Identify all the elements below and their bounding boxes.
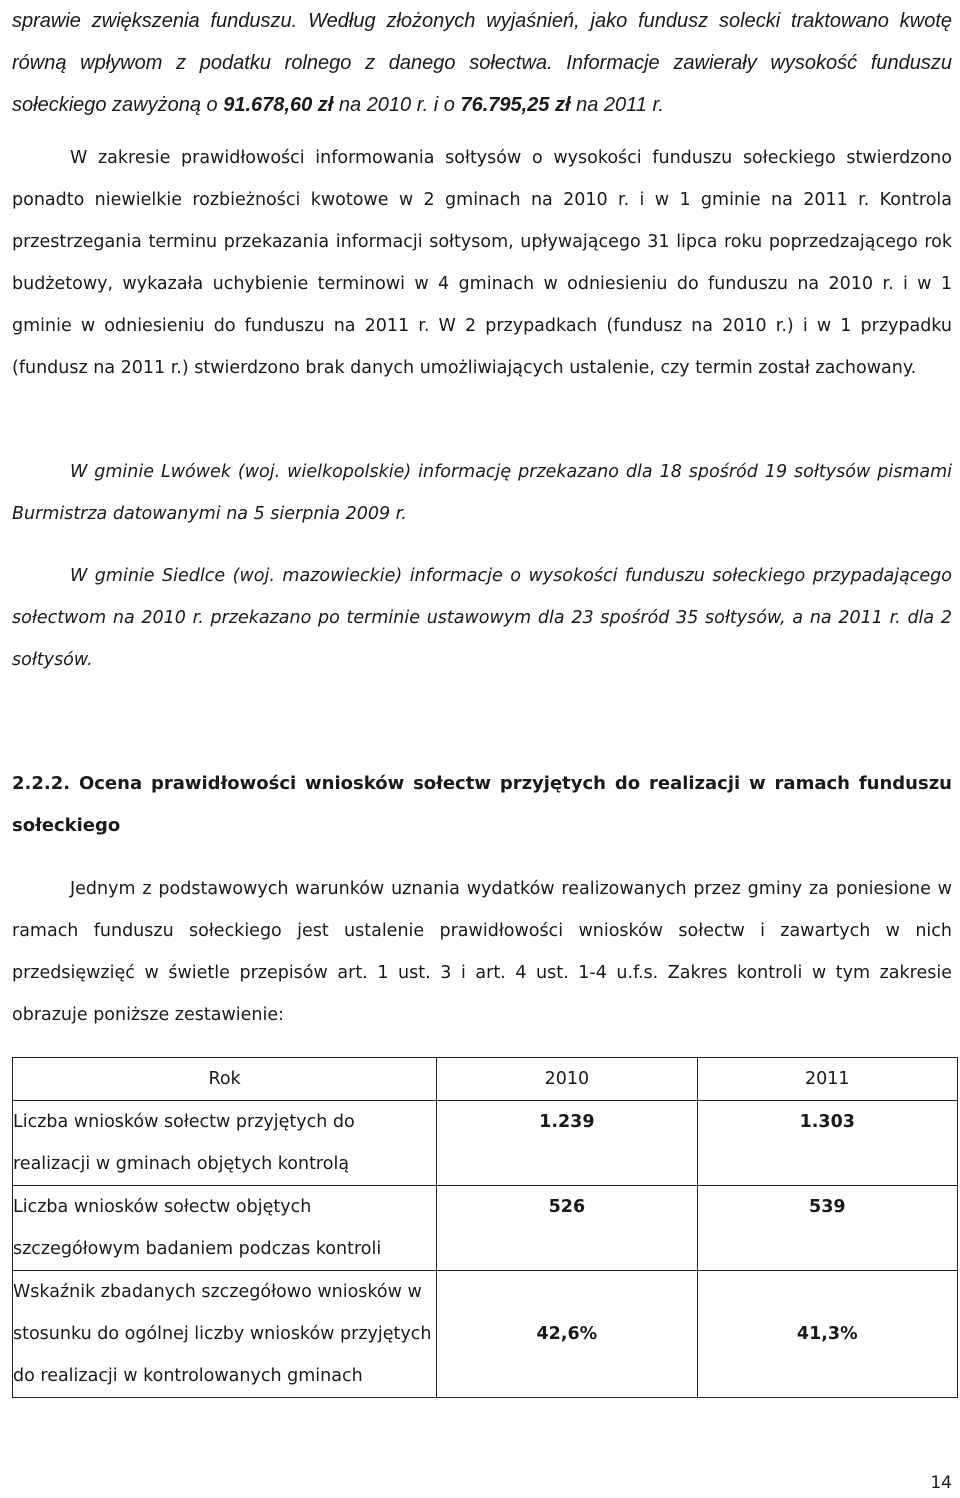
table-header-row [13, 1058, 958, 1101]
table-cell-2011: 1.303 [697, 1101, 957, 1186]
paragraph-assessment-intro: Jednym z podstawowych warunków uznania wydatków realizowanych przez gminy za poniesione w ramach funduszu sołeckiego jest ustalenie prawidłowości wniosków sołectw i zawartych w nich przedsięwzięć w świetle przepisów art. 1 ust. 3 i art. 4 ust. 1-4 u.f.s. Zakres kontroli w tym zakresie obrazuje poniższe zestawienie: [12, 879, 952, 1025]
table-cell-2010: 1.239 [437, 1101, 697, 1186]
section-title: Ocena prawidłowości wniosków sołectw przyjętych do realizacji w ramach funduszu sołeckiego [12, 773, 952, 836]
table-row [13, 1101, 958, 1186]
table-header-2010: 2010 [437, 1058, 697, 1101]
paragraph-sołtys-information: W zakresie prawidłowości informowania sołtysów o wysokości funduszu sołeckiego stwierdzono ponadto niewielkie rozbieżności kwotowe w 2 gminach na 2010 r. i w 1 gminie na 2011 r. Kontrola przestrzegania terminu przekazania informacji sołtysom, upływającego 31 lipca roku poprzedzającego rok budżetowy, wykazała uchybienie terminowi w 4 gminach w odniesieniu do funduszu na 2010 r. i w 1 gminie w odniesieniu do funduszu na 2011 r. W 2 przypadkach (fundusz na 2010 r.) i w 1 przypadku (fundusz na 2011 r.) stwierdzono brak danych umożliwiających ustalenie, czy termin został zachowany. [12, 148, 952, 378]
table-row-label: Liczba wniosków sołectw przyjętych do realizacji w gminach objętych kontrolą [13, 1101, 437, 1186]
table-cell-2011: 539 [697, 1186, 957, 1271]
section-number: 2.2.2. [12, 773, 71, 794]
table-row-label: Wskaźnik zbadanych szczegółowo wniosków w stosunku do ogólnej liczby wniosków przyjętych do realizacji w kontrolowanych gminach [13, 1271, 437, 1398]
table-cell-2010: 526 [437, 1186, 697, 1271]
table-row [13, 1271, 958, 1398]
table-cell-2010: 42,6% [437, 1271, 697, 1398]
table-row-label: Liczba wniosków sołectw objętych szczegółowym badaniem podczas kontroli [13, 1186, 437, 1271]
paragraph-text: na 2011 r. [570, 94, 664, 116]
section-heading [12, 763, 952, 847]
paragraph-text: sprawie zwiększenia funduszu. Według złożonych wyjaśnień, jako fundusz solecki traktowano kwotę równą wpływom z podatku rolnego z danego sołectwa. Informacje zawierały wysokość funduszu sołeckiego zawyżoną o [12, 10, 952, 116]
summary-table [12, 1057, 958, 1398]
amount-2010: 91.678,60 zł [223, 94, 334, 116]
table-cell-2011: 41,3% [697, 1271, 957, 1398]
paragraph-fund-info [12, 0, 952, 126]
page-number: 14 [930, 1473, 952, 1493]
paragraph-lwowek: W gminie Lwówek (woj. wielkopolskie) informację przekazano dla 18 spośród 19 sołtysów pismami Burmistrza datowanymi na 5 sierpnia 2009 r. [12, 462, 952, 524]
table-header-label: Rok [13, 1058, 437, 1101]
amount-2011: 76.795,25 zł [460, 94, 571, 116]
paragraph-text: na 2010 r. i o [333, 94, 461, 116]
table-header-2011: 2011 [697, 1058, 957, 1101]
paragraph-siedlce: W gminie Siedlce (woj. mazowieckie) informacje o wysokości funduszu sołeckiego przypadającego sołectwom na 2010 r. przekazano po terminie ustawowym dla 23 spośród 35 sołtysów, a na 2011 r. dla 2 sołtysów. [12, 566, 952, 670]
table-row [13, 1186, 958, 1271]
